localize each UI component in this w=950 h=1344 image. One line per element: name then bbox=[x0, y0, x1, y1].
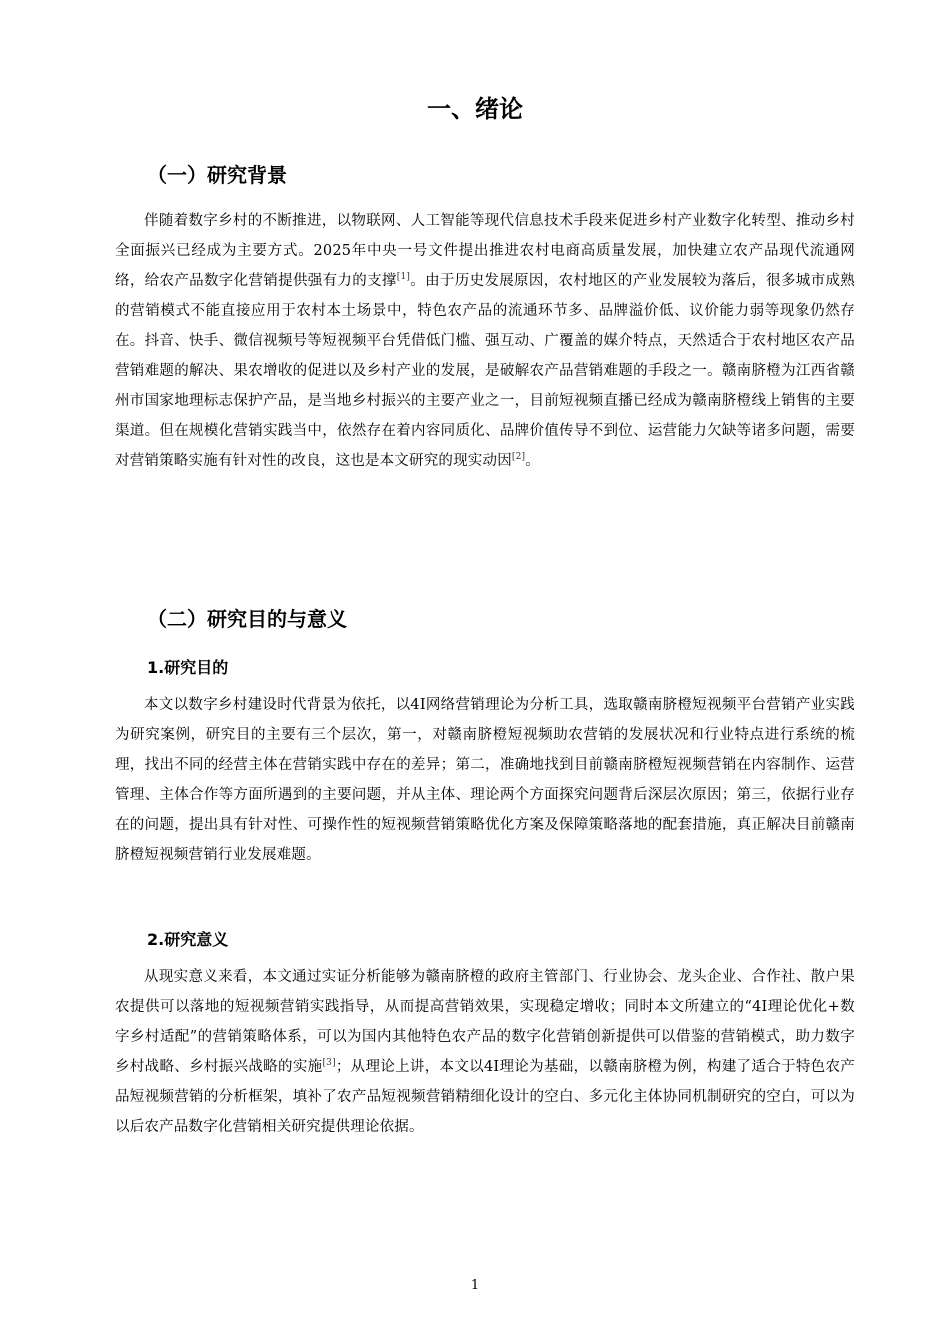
citation-ref: [1] bbox=[396, 272, 411, 283]
background-text-b: 。由于历史发展原因，农村地区的产业发展较为落后，很多城市成熟的营销模式不能直接应用于农村本土场景中，特色农产品的流通环节多、品牌溢价低、议价能力弱等现象仍然存在。抖音、快手、微信视频号等短视频平台凭借低门槛、强互动、广覆盖的媒介特点，天然适合于农村地区农产品营销难题的解决、果农增收的促进以及乡村产业的发展，是破解农产品营销难题的手段之一。赣南脐橙为江西省赣州市国家地理标志保护产品，是当地乡村振兴的主要产业之一，目前短视频直播已经成为赣南脐橙线上销售的主要渠道。但在规模化营销实践当中，依然存在着内容同质化、品牌价值传导不到位、运营能力欠缺等诸多问题，需要对营销策略实施有针对性的改良，这也是本文研究的现实动因 bbox=[115, 273, 855, 469]
significance-paragraph bbox=[115, 962, 855, 1142]
citation-ref: [3] bbox=[322, 1058, 336, 1069]
subsection-heading-significance: 2.研究意义 bbox=[147, 930, 229, 949]
section-heading-purpose: （二）研究目的与意义 bbox=[147, 607, 347, 631]
subsection-heading-purpose: 1.研究目的 bbox=[147, 658, 229, 677]
chapter-title: 一、绪论 bbox=[427, 95, 523, 123]
background-paragraph bbox=[115, 206, 855, 476]
section-heading-background: （一）研究背景 bbox=[147, 163, 287, 187]
page-number: 1 bbox=[470, 1278, 480, 1293]
background-text-a: 伴随着数字乡村的不断推进，以物联网、人工智能等现代信息技术手段来促进乡村产业数字化转型、推动乡村全面振兴已经成为主要方式。2025年中央一号文件提出推进农村电商高质量发展，加快建立农产品现代流通网络，给农产品数字化营销提供强有力的支撑 bbox=[115, 213, 855, 289]
purpose-paragraph: 本文以数字乡村建设时代背景为依托，以4I网络营销理论为分析工具，选取赣南脐橙短视频平台营销产业实践为研究案例，研究目的主要有三个层次，第一，对赣南脐橙短视频助农营销的发展状况和行业特点进行系统的梳理，找出不同的经营主体在营销实践中存在的差异；第二，准确地找到目前赣南脐橙短视频营销在内容制作、运营管理、主体合作等方面所遇到的主要问题，并从主体、理论两个方面探究问题背后深层次原因；第三，依据行业存在的问题，提出具有针对性、可操作性的短视频营销策略优化方案及保障策略落地的配套措施，真正解决目前赣南脐橙短视频营销行业发展难题。 bbox=[115, 697, 855, 863]
significance-text-b: ；从理论上讲，本文以4I理论为基础，以赣南脐橙为例，构建了适合于特色农产品短视频营销的分析框架，填补了农产品短视频营销精细化设计的空白、多元化主体协同机制研究的空白，可以为以后农产品数字化营销相关研究提供理论依据。 bbox=[115, 1059, 855, 1135]
citation-ref: [2] bbox=[511, 452, 526, 463]
significance-text-a: 从现实意义来看，本文通过实证分析能够为赣南脐橙的政府主管部门、行业协会、龙头企业、合作社、散户果农提供可以落地的短视频营销实践指导，从而提高营销效果，实现稳定增收；同时本文所建立的“4I理论优化+数字乡村适配”的营销策略体系，可以为国内其他特色农产品的数字化营销创新提供可以借鉴的营销模式，助力数字乡村战略、乡村振兴战略的实施 bbox=[115, 969, 855, 1075]
background-text-c: 。 bbox=[525, 453, 540, 469]
